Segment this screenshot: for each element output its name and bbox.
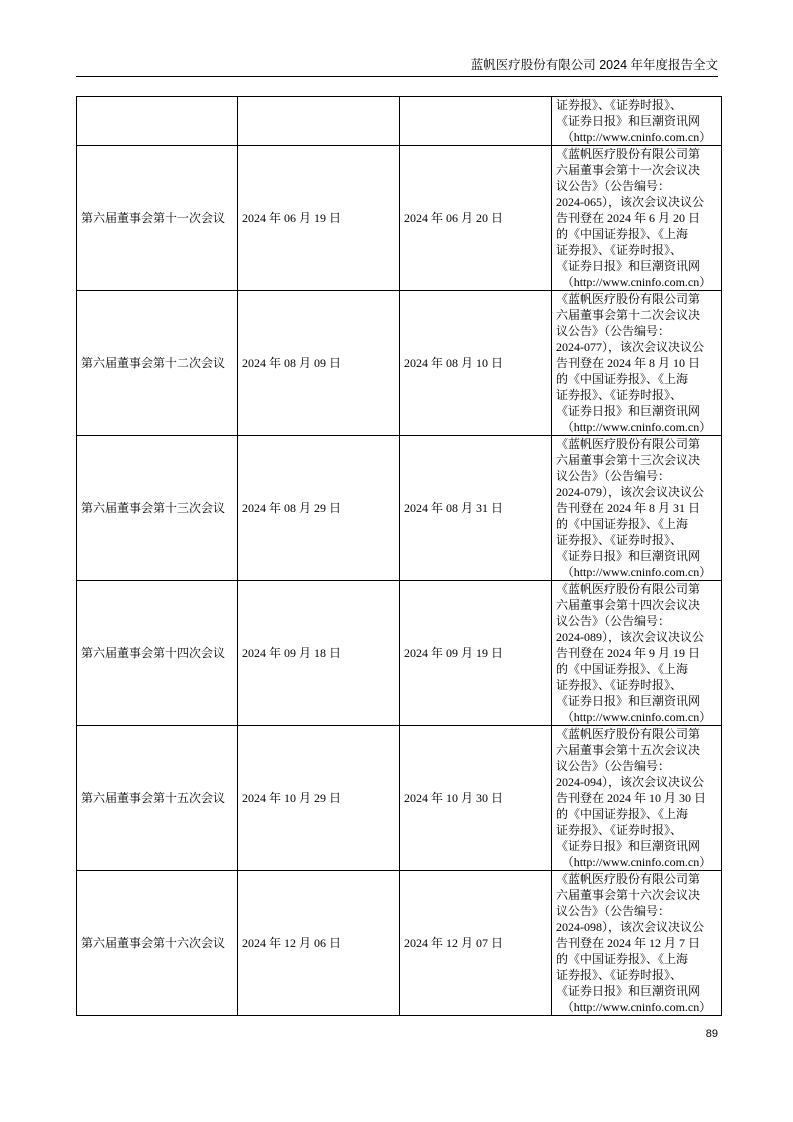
disclosure-line: 证券报》、《证券时报》、 xyxy=(556,533,683,547)
table-row-continued xyxy=(77,97,722,146)
disclosure-line: 六届董事会第十六次会议决 xyxy=(556,888,701,902)
disclosure-line: 2024-079），该次会议决议公 xyxy=(556,485,704,499)
meeting-name-cell: 第六届董事会第十五次会议 xyxy=(77,726,238,871)
disclosure-line: 《蓝帆医疗股份有限公司第 xyxy=(556,292,701,306)
disclosure-line: 六届董事会第十五次会议决 xyxy=(556,743,701,757)
disclosure-line: 的《中国证券报》、《上海 xyxy=(556,662,689,676)
disclosure-line: 六届董事会第十三次会议决 xyxy=(556,453,701,467)
page-number: 89 xyxy=(705,1028,718,1040)
disclosure-line: 《蓝帆医疗股份有限公司第 xyxy=(556,727,701,741)
disclosure-line: 《证券日报》和巨潮资讯网 xyxy=(556,984,701,998)
meeting-date-cell: 2024 年 12 月 06 日 xyxy=(238,871,400,1016)
disclosure-line: 证券报》、《证券时报》、 xyxy=(556,968,683,982)
table-row xyxy=(77,291,722,436)
disclosure-line: 的《中国证券报》、《上海 xyxy=(556,807,689,821)
disclosure-info-cell xyxy=(552,871,722,1016)
disclosure-line: 《证券日报》和巨潮资讯网 xyxy=(556,259,701,273)
disclosure-line: 告刊登在 2024 年 12 月 7 日 xyxy=(556,936,701,950)
disclosure-line: 《蓝帆医疗股份有限公司第 xyxy=(556,437,701,451)
disclosure-line: 议公告》（公告编号： xyxy=(556,324,671,338)
disclosure-line: 的《中国证券报》、《上海 xyxy=(556,517,689,531)
disclosure-line: 议公告》（公告编号： xyxy=(556,179,671,193)
table-row xyxy=(77,871,722,1016)
disclosure-line: 证券报》、《证券时报》、 xyxy=(556,243,683,257)
meeting-date-cell: 2024 年 10 月 29 日 xyxy=(238,726,400,871)
meeting-date-cell: 2024 年 08 月 09 日 xyxy=(238,291,400,436)
disclosure-line: 《蓝帆医疗股份有限公司第 xyxy=(556,582,701,596)
disclosure-line: 六届董事会第十一次会议决 xyxy=(556,163,701,177)
meeting-name-cell: 第六届董事会第十三次会议 xyxy=(77,436,238,581)
meeting-date-cell: 2024 年 08 月 29 日 xyxy=(238,436,400,581)
disclosure-date-cell: 2024 年 08 月 31 日 xyxy=(400,436,552,581)
disclosure-url: （http://www.cninfo.com.cn） xyxy=(561,275,712,289)
disclosure-line: 《证券日报》和巨潮资讯网 xyxy=(556,549,701,563)
meeting-name-cell xyxy=(77,97,238,146)
disclosure-line: 证券报》、《证券时报》、 xyxy=(556,98,683,112)
disclosure-line: 《证券日报》和巨潮资讯网 xyxy=(556,839,701,853)
disclosure-url: （http://www.cninfo.com.cn） xyxy=(561,420,712,434)
meeting-name-cell: 第六届董事会第十一次会议 xyxy=(77,146,238,291)
disclosure-line: 证券报》、《证券时报》、 xyxy=(556,678,683,692)
disclosure-line: 2024-098），该次会议决议公 xyxy=(556,920,704,934)
disclosure-info-cell xyxy=(552,291,722,436)
disclosure-url: （http://www.cninfo.com.cn） xyxy=(561,130,712,144)
disclosure-date-cell: 2024 年 08 月 10 日 xyxy=(400,291,552,436)
meeting-name-cell: 第六届董事会第十六次会议 xyxy=(77,871,238,1016)
disclosure-line: 的《中国证券报》、《上海 xyxy=(556,227,689,241)
meeting-name-cell: 第六届董事会第十二次会议 xyxy=(77,291,238,436)
disclosure-info-cell xyxy=(552,97,722,146)
disclosure-line: 2024-065），该次会议决议公 xyxy=(556,195,704,209)
disclosure-info-cell xyxy=(552,726,722,871)
disclosure-line: 告刊登在 2024 年 6 月 20 日 xyxy=(556,211,701,225)
table-row xyxy=(77,146,722,291)
disclosure-date-cell: 2024 年 06 月 20 日 xyxy=(400,146,552,291)
disclosure-line: 2024-094），该次会议决议公 xyxy=(556,775,704,789)
disclosure-url: （http://www.cninfo.com.cn） xyxy=(561,565,712,579)
disclosure-line: 议公告》（公告编号： xyxy=(556,759,671,773)
disclosure-line: 六届董事会第十二次会议决 xyxy=(556,308,701,322)
disclosure-url: （http://www.cninfo.com.cn） xyxy=(561,1000,712,1014)
report-title: 蓝帆医疗股份有限公司 2024 年年度报告全文 xyxy=(470,58,718,72)
disclosure-line: 议公告》（公告编号： xyxy=(556,469,671,483)
disclosure-line: 告刊登在 2024 年 10 月 30 日 xyxy=(556,791,707,805)
disclosure-line: 证券报》、《证券时报》、 xyxy=(556,388,683,402)
disclosure-line: 告刊登在 2024 年 8 月 10 日 xyxy=(556,356,701,370)
disclosure-line: 《证券日报》和巨潮资讯网 xyxy=(556,404,701,418)
meeting-name-cell: 第六届董事会第十四次会议 xyxy=(77,581,238,726)
disclosure-line: 的《中国证券报》、《上海 xyxy=(556,952,689,966)
disclosure-line: 的《中国证券报》、《上海 xyxy=(556,372,689,386)
disclosure-info-cell xyxy=(552,146,722,291)
disclosure-line: 《蓝帆医疗股份有限公司第 xyxy=(556,147,701,161)
disclosure-date-cell: 2024 年 12 月 07 日 xyxy=(400,871,552,1016)
disclosure-line: 告刊登在 2024 年 8 月 31 日 xyxy=(556,501,701,515)
disclosure-line: 议公告》（公告编号： xyxy=(556,904,671,918)
disclosure-line: 议公告》（公告编号： xyxy=(556,614,671,628)
disclosure-info-cell xyxy=(552,436,722,581)
disclosure-line: 《证券日报》和巨潮资讯网 xyxy=(556,114,701,128)
meeting-date-cell xyxy=(238,97,400,146)
table-row xyxy=(77,726,722,871)
disclosure-date-cell xyxy=(400,97,552,146)
table-row xyxy=(77,436,722,581)
disclosure-line: 证券报》、《证券时报》、 xyxy=(556,823,683,837)
disclosure-line: 2024-089），该次会议决议公 xyxy=(556,630,704,644)
disclosure-line: 六届董事会第十四次会议决 xyxy=(556,598,701,612)
disclosure-line: 告刊登在 2024 年 9 月 19 日 xyxy=(556,646,701,660)
disclosure-line: 《证券日报》和巨潮资讯网 xyxy=(556,694,701,708)
meeting-date-cell: 2024 年 06 月 19 日 xyxy=(238,146,400,291)
disclosure-url: （http://www.cninfo.com.cn） xyxy=(561,855,712,869)
disclosure-info-cell xyxy=(552,581,722,726)
meeting-date-cell: 2024 年 09 月 18 日 xyxy=(238,581,400,726)
table-row xyxy=(77,581,722,726)
disclosure-line: 《蓝帆医疗股份有限公司第 xyxy=(556,872,701,886)
board-meetings-table xyxy=(76,96,722,1016)
disclosure-line: 2024-077），该次会议决议公 xyxy=(556,340,704,354)
disclosure-url: （http://www.cninfo.com.cn） xyxy=(561,710,712,724)
page-header xyxy=(76,56,718,77)
disclosure-date-cell: 2024 年 09 月 19 日 xyxy=(400,581,552,726)
disclosure-date-cell: 2024 年 10 月 30 日 xyxy=(400,726,552,871)
